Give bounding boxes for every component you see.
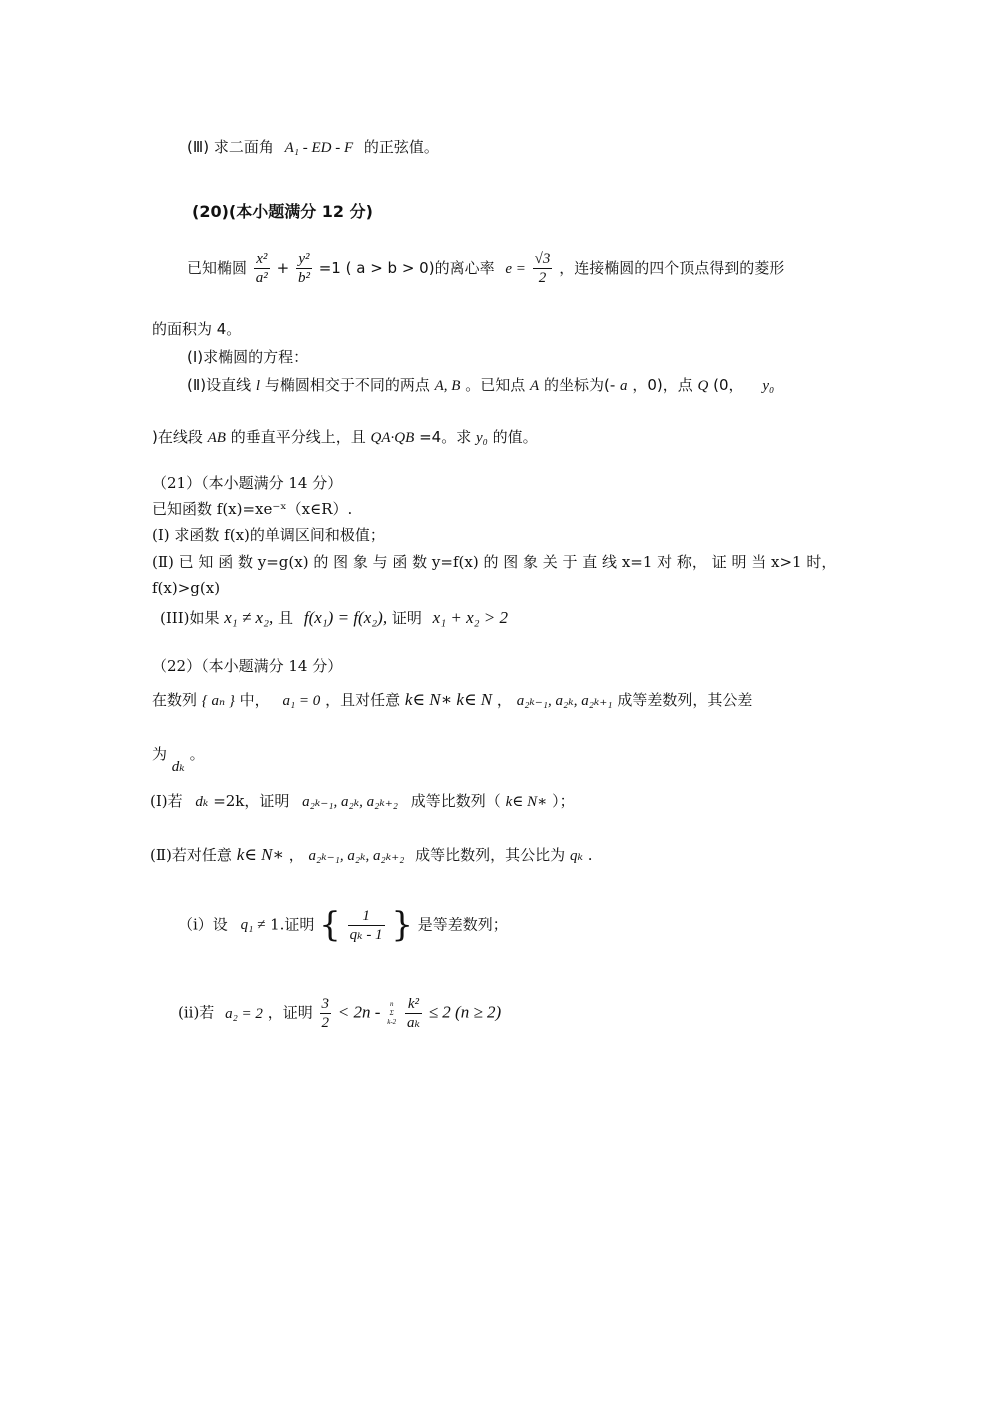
q20-part2-avar: a bbox=[620, 378, 628, 394]
q21-part3-prove: 证明 bbox=[391, 609, 422, 627]
q20-part2-d: 的坐标为(- bbox=[543, 376, 616, 394]
q22-sub2-den: 2 bbox=[321, 1015, 330, 1031]
q20-intro bbox=[187, 250, 784, 287]
q21-heading: （21）（本小题满分 14 分） bbox=[152, 474, 343, 492]
q22-sub2-a2: a₂ = 2 bbox=[225, 1005, 263, 1022]
q21-part3 bbox=[160, 608, 508, 628]
q19-part3-prefix: (Ⅲ) 求二面角 bbox=[187, 138, 274, 156]
eq-one: =1 bbox=[318, 259, 341, 277]
q19-part3-expr: A₁ - ED - F bbox=[284, 140, 354, 156]
e-label: e = bbox=[505, 261, 526, 277]
q22-terms: a₂ₖ₋₁, a₂ₖ, a₂ₖ₊₁ bbox=[516, 693, 613, 709]
q22-sub2-a: (ii)若 bbox=[178, 1003, 215, 1022]
q20-line2-y0: y₀ bbox=[475, 430, 488, 446]
q22-sum-bot: k-2 bbox=[387, 1018, 397, 1026]
q22-sum-top: n bbox=[389, 1000, 394, 1008]
q22-part1-b: =2k，证明 bbox=[213, 792, 290, 810]
q22-part2-a: (Ⅱ)若对任意 bbox=[150, 846, 232, 864]
q22-intro bbox=[152, 690, 752, 710]
q22-part2-d: . bbox=[587, 846, 593, 864]
q22-sub1-b: 1.证明 bbox=[270, 915, 315, 934]
q22-part2-c: 成等比数列，其公比为 bbox=[415, 846, 566, 864]
q22-part2-k: k∈ N∗ bbox=[236, 845, 284, 864]
q20-intro-prefix: 已知椭圆 bbox=[187, 259, 248, 277]
ellipse-y-frac bbox=[296, 250, 312, 287]
q20-part2-ab: A, B bbox=[434, 378, 461, 394]
q22-sub2-lt: < 2n - bbox=[337, 1002, 381, 1022]
ellipse-x-frac bbox=[254, 250, 270, 287]
ellipse-y-den: b² bbox=[297, 270, 310, 286]
q20-part2-b: 与椭圆相交于不同的两点 bbox=[264, 376, 430, 394]
ellipse-y-num: y² bbox=[298, 251, 310, 267]
q22-part1-d: ）； bbox=[552, 792, 575, 810]
q21-part2-cont: f(x)>g(x) bbox=[152, 579, 221, 597]
q22-sum-mid: Σ bbox=[389, 1009, 394, 1017]
right-brace-icon: } bbox=[391, 905, 413, 945]
q22-part2-qk: qₖ bbox=[569, 848, 583, 864]
e-num: √3 bbox=[534, 251, 551, 267]
q22-part1 bbox=[150, 792, 575, 811]
q22-sub2-frac bbox=[320, 995, 332, 1032]
q20-line2-dot: QA·QB bbox=[370, 430, 415, 446]
q22-line2 bbox=[152, 745, 205, 775]
q22-sub1-q: q₁ ≠ bbox=[240, 917, 266, 934]
q22-part2 bbox=[150, 845, 593, 865]
q22-heading: （22）（本小题满分 14 分） bbox=[152, 657, 343, 675]
q22-sub2-b: ，证明 bbox=[267, 1003, 313, 1022]
q22-intro-b: 中， bbox=[239, 691, 270, 709]
q21-part3-c1: x₁ ≠ x₂, bbox=[224, 608, 274, 627]
q22-sub2-num: 3 bbox=[321, 996, 330, 1012]
q22-sub1 bbox=[178, 905, 508, 946]
q20-part2-a: (Ⅱ)设直线 bbox=[187, 376, 252, 394]
q22-sub1-c: 是等差数列； bbox=[417, 915, 508, 934]
q22-sub1-a: （i）设 bbox=[178, 915, 228, 934]
q22-sub2-tail: ≤ 2 (n ≥ 2) bbox=[428, 1002, 502, 1022]
ellipse-x-num: x² bbox=[256, 251, 268, 267]
q22-intro-a: 在数列 bbox=[152, 691, 198, 709]
q21-part3-c3: x₁ + x₂ > 2 bbox=[432, 608, 509, 627]
q22-k-cond: k∈ N∗ k∈ N bbox=[404, 690, 493, 709]
q21-part3-and: 且 bbox=[278, 609, 294, 627]
q20-part2-c: 。已知点 bbox=[465, 376, 526, 394]
q21-part1: (Ⅰ) 求函数 f(x)的单调区间和极值； bbox=[152, 526, 385, 544]
e-den: 2 bbox=[533, 268, 553, 287]
q20-line2-b: 的垂直平分线上，且 bbox=[230, 428, 366, 446]
q22-sub1-den: qₖ - 1 bbox=[349, 926, 383, 943]
q20-part2-f: (0， bbox=[713, 376, 744, 394]
q22-line2-b: 。 bbox=[189, 745, 205, 763]
q21-part3-prefix: (III)如果 bbox=[160, 609, 220, 627]
q22-intro-c: ，且对任意 bbox=[325, 691, 401, 709]
q22-dk: dₖ bbox=[171, 759, 185, 775]
q22-part1-dk: dₖ bbox=[195, 794, 209, 810]
q22-seq: { aₙ } bbox=[201, 693, 235, 709]
e-frac bbox=[533, 250, 553, 287]
q22-sub1-frac bbox=[348, 907, 385, 944]
q22-part1-c: 成等比数列（ bbox=[410, 792, 501, 810]
q22-part2-b: ， bbox=[288, 846, 304, 864]
q20-condition: ( a > b > 0)的离心率 bbox=[345, 259, 495, 277]
q22-sub2-kden: aₖ bbox=[406, 1015, 420, 1031]
q22-intro-d: ， bbox=[496, 691, 512, 709]
q22-part1-k: k∈ N∗ bbox=[505, 794, 548, 810]
q20-intro-line2: 的面积为 4。 bbox=[152, 320, 242, 338]
q22-sub1-num: 1 bbox=[362, 907, 370, 924]
q22-part1-a: (Ⅰ)若 bbox=[150, 792, 183, 810]
q19-part3 bbox=[187, 138, 439, 157]
q20-part2-Q: Q bbox=[697, 378, 709, 394]
q20-line2-a: )在线段 bbox=[152, 428, 203, 446]
q22-sub2-kfrac bbox=[405, 995, 422, 1032]
q20-part2-line2 bbox=[152, 428, 538, 447]
q20-line2-d: 的值。 bbox=[492, 428, 538, 446]
q20-part2-A: A bbox=[530, 378, 540, 394]
q20-part2 bbox=[187, 376, 774, 395]
q20-line2-AB: AB bbox=[207, 430, 226, 446]
q22-sub2-knum: k² bbox=[407, 996, 420, 1012]
q21-line1: 已知函数 f(x)=xe⁻ˣ（x∈R）. bbox=[152, 500, 353, 518]
q20-part2-l: l bbox=[255, 378, 261, 394]
ellipse-x-den: a² bbox=[255, 270, 268, 286]
q22-part2-terms: a₂ₖ₋₁, a₂ₖ, a₂ₖ₊₂ bbox=[308, 848, 405, 864]
q22-line2-a: 为 bbox=[152, 745, 168, 763]
q22-part1-terms: a₂ₖ₋₁, a₂ₖ, a₂ₖ₊₂ bbox=[302, 794, 398, 810]
q22-a1: a₁ = 0 bbox=[282, 693, 321, 709]
q20-part2-y0: y₀ bbox=[762, 378, 775, 394]
plus-sign: + bbox=[276, 259, 290, 277]
q21-part2: (Ⅱ) 已 知 函 数 y=g(x) 的 图 象 与 函 数 y=f(x) 的 图 象 关 于 直 线 x=1 对 称， 证 明 当 x>1 时， bbox=[152, 553, 837, 571]
sum-symbol-icon bbox=[387, 1000, 396, 1027]
q22-sub2 bbox=[178, 995, 501, 1032]
q20-heading: (20)(本小题满分 12 分) bbox=[192, 202, 373, 221]
q19-part3-suffix: 的正弦值。 bbox=[363, 138, 439, 156]
q20-part2-e: ，0)，点 bbox=[632, 376, 693, 394]
q22-intro-e: 成等差数列，其公差 bbox=[617, 691, 753, 709]
q21-part3-c2: f(x₁) = f(x₂), bbox=[303, 608, 388, 627]
q20-intro-suffix: ，连接椭圆的四个顶点得到的菱形 bbox=[559, 259, 785, 277]
q20-part1: (Ⅰ)求椭圆的方程： bbox=[187, 348, 309, 366]
q20-line2-c: =4。求 bbox=[419, 428, 472, 446]
left-brace-icon: { bbox=[319, 905, 341, 945]
